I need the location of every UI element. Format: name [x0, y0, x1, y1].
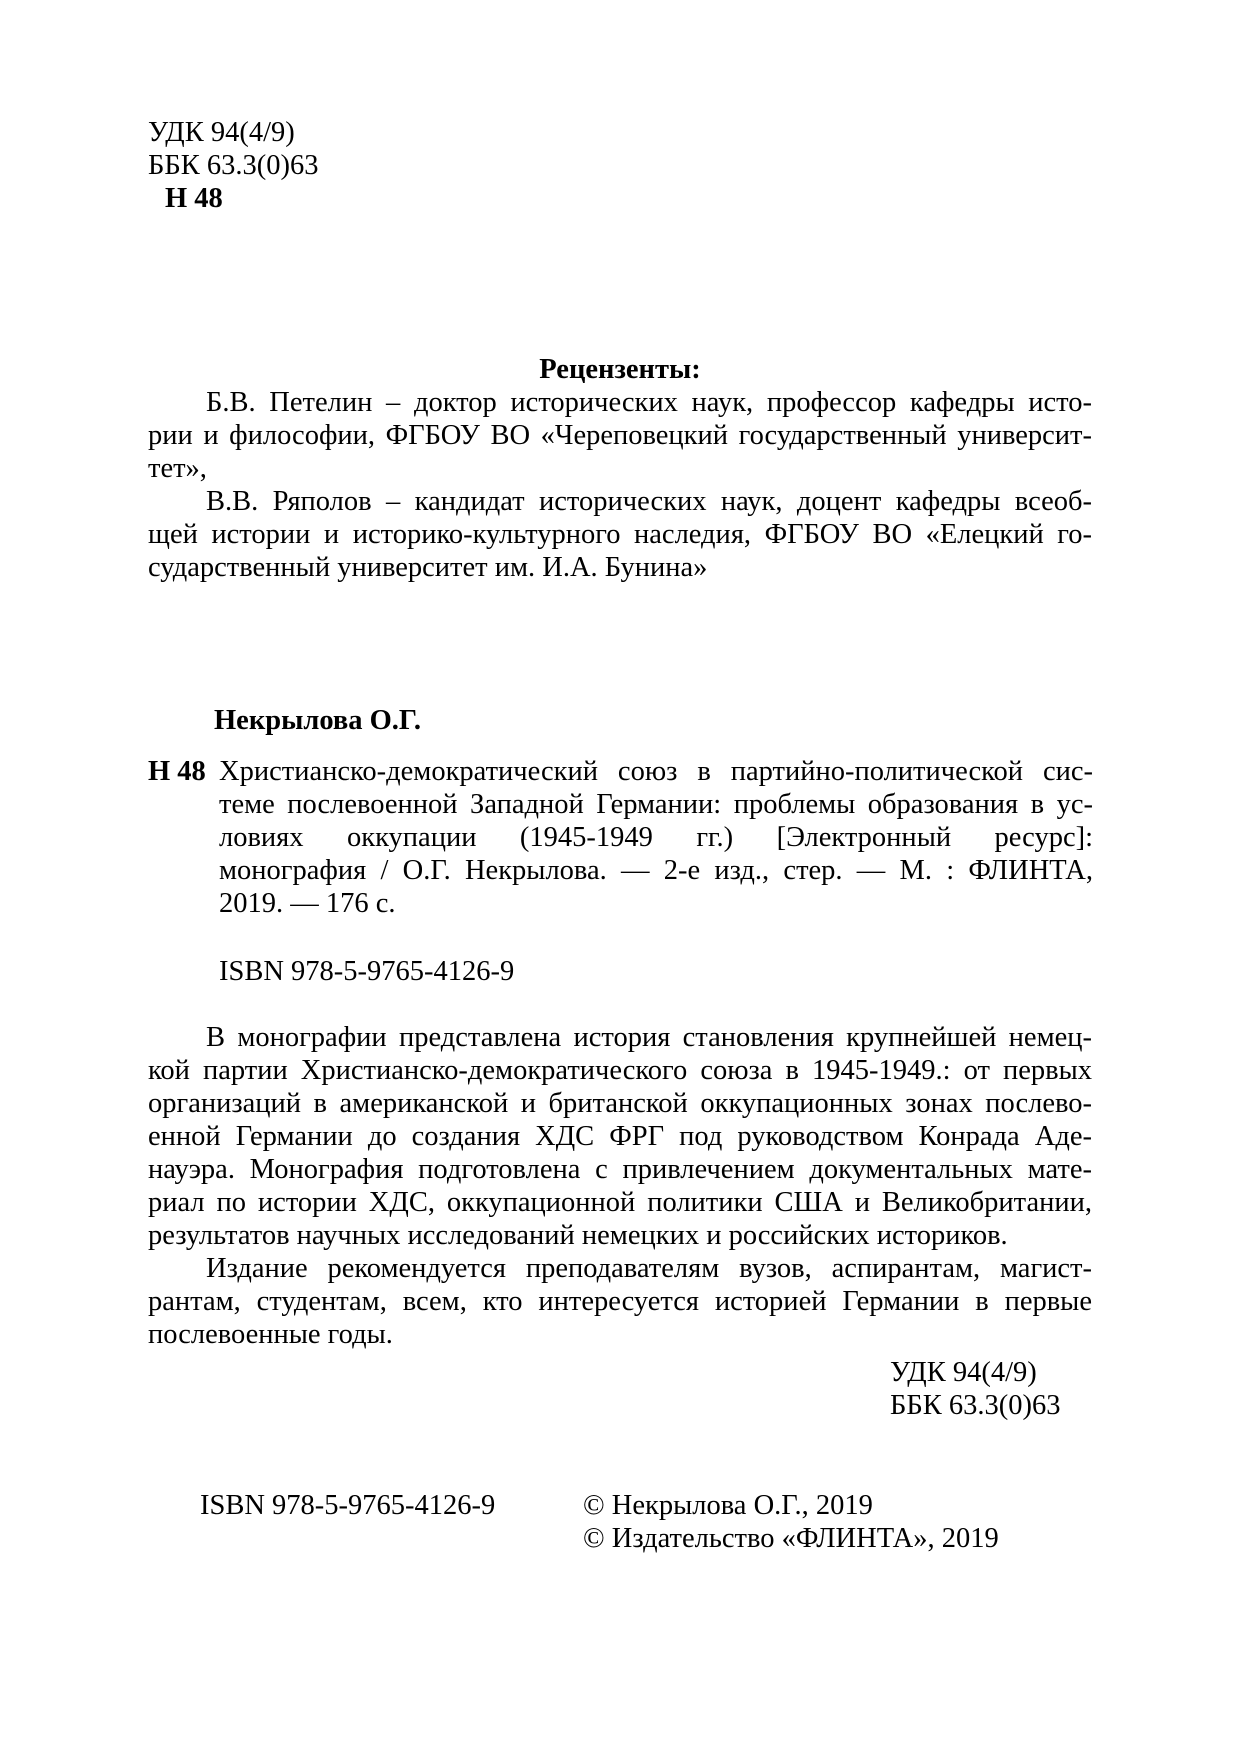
reviewers-title: Рецензенты: — [539, 354, 701, 385]
reviewer-line: Б.В. Петелин – доктор исторических наук, профессор кафедры исто- — [206, 387, 1092, 418]
catalog-line: теме послевоенной Западной Германии: проблемы образования в ус- — [219, 789, 1093, 820]
catalog-line: 2019. — 176 с. — [219, 888, 396, 919]
catalog-code: Н 48 — [148, 756, 206, 787]
author-mark: Н 48 — [165, 183, 223, 214]
bbk-code-footer: ББК 63.3(0)63 — [890, 1390, 1061, 1421]
catalog-description — [219, 755, 1093, 920]
annotation — [148, 1021, 1092, 1351]
annotation-line: рантам, студентам, всем, кто интересуется историей Германии в первые — [148, 1286, 1092, 1317]
annotation-line: послевоенные годы. — [148, 1319, 393, 1350]
annotation-line: риал по истории ХДС, оккупационной политики США и Великобритании, — [148, 1187, 1092, 1218]
annotation-line: науэра. Монография подготовлена с привлечением документальных мате- — [148, 1154, 1092, 1185]
reviewer-line: В.В. Ряполов – кандидат исторических наук, доцент кафедры всеоб- — [206, 486, 1092, 517]
classification-header — [148, 116, 318, 215]
catalog-line: ловиях оккупации (1945-1949 гг.) [Электронный ресурс]: — [219, 822, 1093, 853]
copyright-publisher: © Издательство «ФЛИНТА», 2019 — [583, 1523, 999, 1554]
bbk-code: ББК 63.3(0)63 — [148, 150, 319, 181]
annotation-line: енной Германии до создания ХДС ФРГ под руководством Конрада Аде- — [148, 1121, 1092, 1152]
catalog-author: Некрылова О.Г. — [214, 705, 421, 736]
reviewers-section — [148, 353, 1092, 584]
catalog-line: Христианско-демократический союз в партийно-политической сис- — [219, 756, 1093, 787]
annotation-line: кой партии Христианско-демократического союза в 1945-1949.: от первых — [148, 1055, 1092, 1086]
reviewer-line: сударственный университет им. И.А. Бунина» — [148, 552, 708, 583]
udk-code: УДК 94(4/9) — [148, 117, 295, 148]
annotation-line: организаций в американской и британской оккупационных зонах послево- — [148, 1088, 1092, 1119]
reviewer-line: щей истории и историко-культурного наследия, ФГБОУ ВО «Елецкий го- — [148, 519, 1092, 550]
copyright-author: © Некрылова О.Г., 2019 — [583, 1490, 873, 1521]
reviewer-line: тет», — [148, 453, 207, 484]
annotation-line: Издание рекомендуется преподавателям вузов, аспирантам, магист- — [206, 1253, 1092, 1284]
annotation-line: В монографии представлена история становления крупнейшей немец- — [206, 1022, 1092, 1053]
catalog-line: монография / О.Г. Некрылова. — 2-е изд., стер. — М. : ФЛИНТА, — [219, 855, 1093, 886]
isbn-footer: ISBN 978-5-9765-4126-9 — [200, 1490, 496, 1521]
annotation-line: результатов научных исследований немецких и российских историков. — [148, 1220, 1008, 1251]
reviewer-line: рии и философии, ФГБОУ ВО «Череповецкий государственный университ- — [148, 420, 1092, 451]
copyright-block — [583, 1489, 999, 1555]
catalog-isbn: ISBN 978-5-9765-4126-9 — [219, 956, 515, 987]
classification-footer — [890, 1356, 1060, 1422]
udk-code-footer: УДК 94(4/9) — [890, 1357, 1037, 1388]
